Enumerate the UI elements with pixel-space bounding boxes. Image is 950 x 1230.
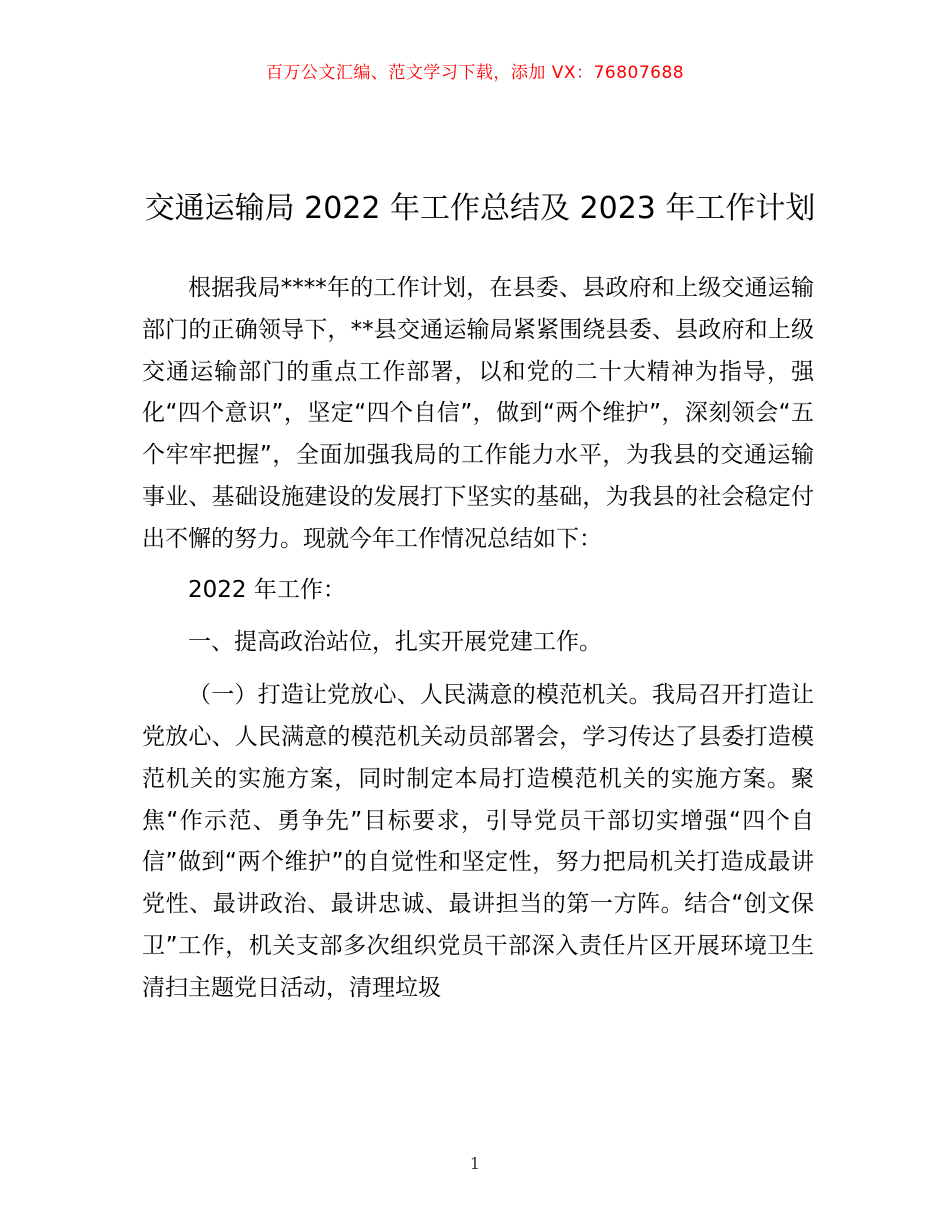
year-heading: 2022 年工作： <box>188 576 346 603</box>
subsection-paragraph: （一）打造让党放心、人民满意的模范机关。我局召开打造让党放心、人民满意的模范机关动员部署会，学习传达了县委打造模范机关的实施方案，同时制定本局打造模范机关的实施方案。聚焦“作示范、勇争先”目标要求，引导党员干部切实增强“四个自信”做到“两个维护”的自觉性和坚定性，努力把局机关打造成最讲党性、最讲政治、最讲忠诚、最讲担当的第一方阵。结合“创文保卫”工作，机关支部多次组织党员干部深入责任片区开展环境卫生清扫主题党日活动，清理垃圾 <box>142 682 814 1001</box>
page-number: 1 <box>469 1154 481 1173</box>
document-body <box>142 268 814 1010</box>
section-heading: 一、提高政治站位，扎实开展党建工作。 <box>188 629 602 656</box>
watermark-header: 百万公文汇编、范文学习下载，添加 VX：76807688 <box>265 63 685 83</box>
document-title: 交通运输局 2022 年工作总结及 2023 年工作计划 <box>144 191 816 227</box>
intro-paragraph: 根据我局****年的工作计划，在县委、县政府和上级交通运输部门的正确领导下，**县交通运输局紧紧围绕县委、县政府和上级交通运输部门的重点工作部署，以和党的二十大精神为指导，强化“四个意识”，坚定“四个自信”，做到“两个维护”，深刻领会“五个牢牢把握”，全面加强我局的工作能力水平，为我县的交通运输事业、基础设施建设的发展打下坚实的基础，为我县的社会稳定付出不懈的努力。现就今年工作情况总结如下： <box>142 275 814 552</box>
